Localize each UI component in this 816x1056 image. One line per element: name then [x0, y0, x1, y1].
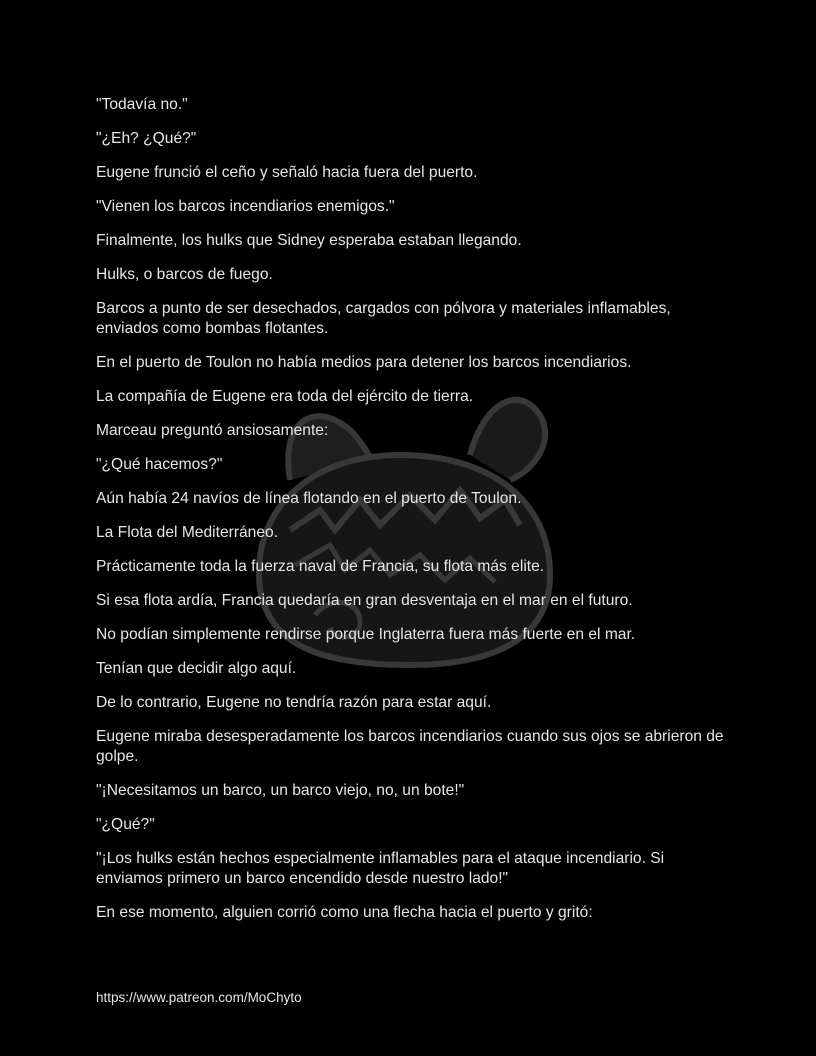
patreon-link[interactable]: https://www.patreon.com/MoChyto	[96, 990, 302, 1005]
paragraph: No podían simplemente rendirse porque Inglaterra fuera más fuerte en el mar.	[96, 626, 636, 643]
paragraph: "¡Los hulks están hechos especialmente inflamables para el ataque incendiario. Si enviamos primero un barco encendido desde nuestro lado!"	[96, 850, 665, 887]
paragraph: Hulks, o barcos de fuego.	[96, 266, 273, 283]
paragraph: En ese momento, alguien corrió como una flecha hacia el puerto y gritó:	[96, 904, 593, 921]
paragraph: Prácticamente toda la fuerza naval de Francia, su flota más elite.	[96, 558, 545, 575]
paragraph: Tenían que decidir algo aquí.	[96, 660, 297, 677]
paragraph: "¿Qué hacemos?"	[96, 456, 223, 473]
paragraph: Si esa flota ardía, Francia quedaría en gran desventaja en el mar en el futuro.	[96, 592, 633, 609]
paragraph: "¿Qué?"	[96, 816, 155, 833]
paragraph: "Todavía no."	[96, 96, 188, 113]
paragraph: Barcos a punto de ser desechados, cargados con pólvora y materiales inflamables, enviados como bombas flotantes.	[96, 300, 671, 337]
paragraph: La compañía de Eugene era toda del ejército de tierra.	[96, 388, 474, 405]
paragraph: De lo contrario, Eugene no tendría razón para estar aquí.	[96, 694, 492, 711]
paragraph: "¡Necesitamos un barco, un barco viejo, no, un bote!"	[96, 782, 465, 799]
paragraph: Eugene miraba desesperadamente los barcos incendiarios cuando sus ojos se abrieron de golpe.	[96, 728, 724, 765]
paragraph: La Flota del Mediterráneo.	[96, 524, 279, 541]
paragraph: En el puerto de Toulon no había medios para detener los barcos incendiarios.	[96, 354, 632, 371]
document-body	[96, 95, 726, 937]
paragraph: Eugene frunció el ceño y señaló hacia fuera del puerto.	[96, 164, 478, 181]
paragraph: "Vienen los barcos incendiarios enemigos."	[96, 198, 395, 215]
paragraph: Finalmente, los hulks que Sidney esperaba estaban llegando.	[96, 232, 522, 249]
paragraph: Marceau preguntó ansiosamente:	[96, 422, 329, 439]
paragraph: Aún había 24 navíos de línea flotando en el puerto de Toulon.	[96, 490, 522, 507]
paragraph: "¿Eh? ¿Qué?"	[96, 130, 197, 147]
